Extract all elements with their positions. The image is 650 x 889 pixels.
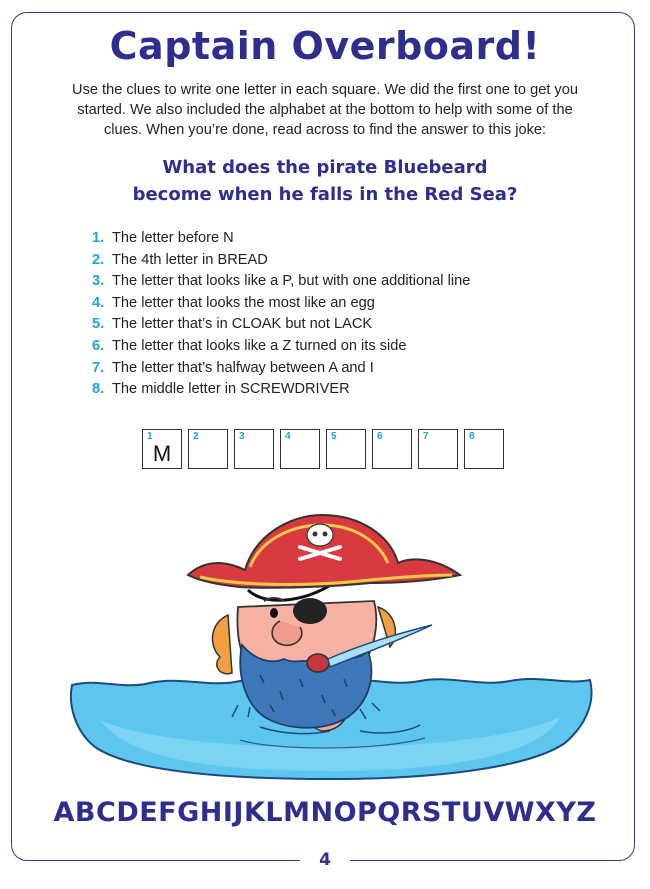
answer-box-8[interactable] [464,429,504,469]
clue-number: 7. [92,359,105,376]
answer-box-4[interactable] [280,429,320,469]
box-number: 5 [331,431,337,442]
pirate-hat [188,515,460,588]
clue-item [92,336,470,358]
clue-text: The letter that looks like a Z turned on its side [112,337,407,354]
clue-text: The letter before N [112,230,234,246]
box-number: 4 [285,431,291,442]
alphabet-strip: ABCDEFGHIJKLMNOPQRSTUVWXYZ [53,797,597,828]
clue-item [92,293,470,315]
clue-item [92,250,470,272]
page-title: Captain Overboard! [109,24,541,68]
pirate-hair-left [212,615,232,674]
clue-number: 8. [92,381,105,398]
skull-icon [307,524,333,546]
clue-text: The letter that’s halfway between A and I [112,359,374,376]
page-number: 4 [300,850,350,870]
clue-text: The letter that’s in CLOAK but not LACK [112,316,373,333]
answer-box-5[interactable] [326,429,366,469]
clue-item [92,228,470,250]
box-number: 3 [239,431,245,442]
instructions-text: Use the clues to write one letter in each square. We did the first one to get you started. We also included the alphabet at the bottom to help with some of the clues. When you’re done, read across to find the answer to this joke: [72,82,578,138]
clue-text: The letter that looks the most like an egg [112,294,375,311]
clue-item [92,379,470,401]
answer-box-1[interactable] [142,429,182,469]
clue-item [92,314,470,336]
clue-text: The letter that looks like a P, but with one additional line [112,273,471,290]
pirate-mouth [307,654,329,672]
clue-text: The 4th letter in BREAD [112,251,268,268]
clue-text: The middle letter in SCREWDRIVER [112,381,350,398]
pirate-eye [270,608,278,618]
clue-number: 1. [92,230,105,246]
clue-item [92,358,470,380]
eye-patch [293,598,327,624]
pirate-in-water-illustration [60,495,600,785]
answer-box-3[interactable] [234,429,274,469]
clue-list [92,228,470,401]
box-letter: M [152,441,172,466]
clue-number: 3. [92,273,105,290]
box-number: 7 [423,431,429,442]
clue-number: 2. [92,251,105,268]
box-number: 8 [469,431,475,442]
clue-item [92,271,470,293]
clue-number: 5. [92,316,105,333]
clue-number: 4. [92,294,105,311]
answer-box-6[interactable] [372,429,412,469]
answer-box-7[interactable] [418,429,458,469]
clue-number: 6. [92,337,105,354]
answer-box-2[interactable] [188,429,228,469]
joke-line-2: become when he falls in the Red Sea? [132,184,518,205]
joke-question [0,154,650,208]
box-number: 1 [147,431,153,442]
joke-line-1: What does the pirate Bluebeard [162,157,488,178]
box-number: 6 [377,431,383,442]
box-number: 2 [193,431,199,442]
